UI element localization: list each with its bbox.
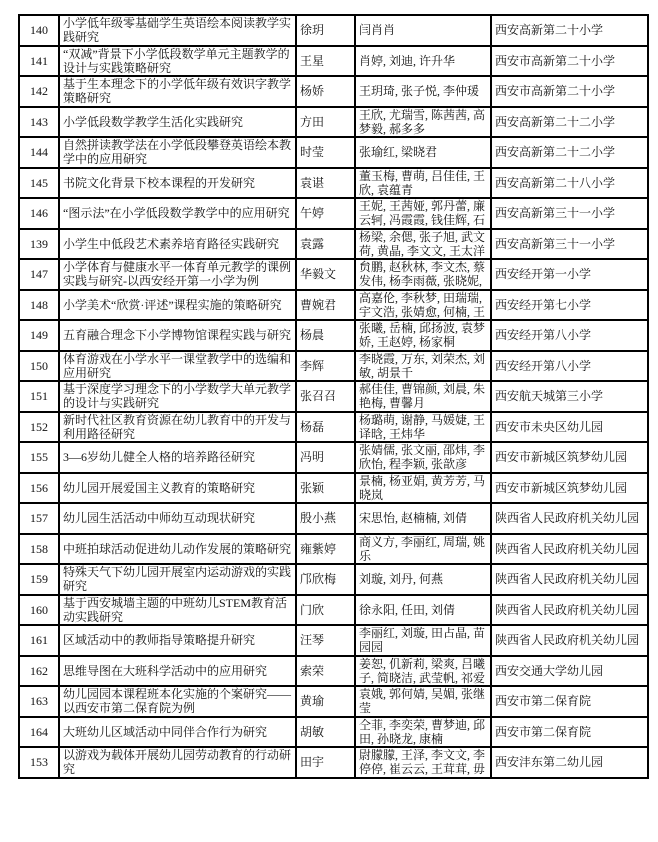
project-title-cell <box>59 15 296 46</box>
project-leader: 方田 <box>300 114 325 129</box>
project-number-cell <box>19 534 59 565</box>
table-row <box>19 656 648 687</box>
table-row <box>19 137 648 168</box>
table-row <box>19 686 648 717</box>
project-leader-cell <box>296 686 355 717</box>
project-number: 139 <box>30 236 48 251</box>
project-school-cell <box>491 381 648 412</box>
project-number: 156 <box>30 480 48 495</box>
project-title: 幼儿园园本课程班本化实施的个案研究——以西安市第二保育院为例 <box>63 687 292 716</box>
project-number-cell <box>19 442 59 473</box>
project-leader-cell <box>296 15 355 46</box>
project-members: 张婧儒, 张文丽, 邵炜, 李欣怡, 程李颖, 张歆彦 <box>359 443 486 472</box>
table-row <box>19 412 648 443</box>
project-school: 西安经开第七小学 <box>495 297 592 312</box>
project-title-cell <box>59 107 296 138</box>
project-school-cell <box>491 76 648 107</box>
project-members-cell <box>355 107 491 138</box>
project-members-cell <box>355 290 491 321</box>
project-members: 董玉梅, 曹萌, 吕佳佳, 王欣, 袁蕴青 <box>359 168 486 197</box>
project-number: 155 <box>30 450 48 465</box>
project-members-cell <box>355 198 491 229</box>
project-title: 体育游戏在小学水平一课堂教学中的选编和应用研究 <box>63 351 292 380</box>
project-title-cell <box>59 229 296 260</box>
project-members-cell <box>355 15 491 46</box>
project-leader-cell <box>296 259 355 290</box>
project-members: 杨梁, 余偲, 张子旭, 武文荷, 黄晶, 李文文, 王太洋 <box>359 229 486 258</box>
project-title: 中班拍球活动促进幼儿动作发展的策略研究 <box>63 541 292 556</box>
project-leader: 胡敏 <box>300 724 325 739</box>
project-leader-cell <box>296 717 355 748</box>
project-leader: 雍紫婷 <box>300 541 337 556</box>
project-school-cell <box>491 198 648 229</box>
project-members-cell <box>355 473 491 504</box>
project-title: 基于西安城墙主题的中班幼儿STEM教育活动实践研究 <box>63 595 288 624</box>
project-leader-cell <box>296 412 355 443</box>
project-school: 西安高新第二十小学 <box>495 23 604 38</box>
project-members: 仝菲, 李奕荣, 曹梦迪, 邱田, 孙晓龙, 康楠 <box>359 717 486 746</box>
table-row <box>19 351 648 382</box>
table-row <box>19 625 648 656</box>
project-title: 小学低年级零基础学生英语绘本阅读教学实践研究 <box>63 16 292 45</box>
project-leader: 汪琴 <box>300 633 325 648</box>
project-title-cell <box>59 717 296 748</box>
project-school: 陕西省人民政府机关幼儿园 <box>495 511 640 526</box>
table-row <box>19 290 648 321</box>
project-leader-cell <box>296 564 355 595</box>
project-leader: 午婷 <box>300 206 325 221</box>
project-number: 162 <box>30 663 48 678</box>
project-leader: 时莹 <box>300 145 325 160</box>
project-leader: 杨晨 <box>300 328 325 343</box>
project-members: 姜恕, 仉新莉, 梁爽, 吕曦子, 简晓洁, 武莹帆, 祁爱 <box>359 656 486 685</box>
project-leader-cell <box>296 381 355 412</box>
project-table <box>18 14 649 779</box>
project-leader: 田宇 <box>300 755 325 770</box>
project-leader-cell <box>296 595 355 626</box>
project-number-cell <box>19 412 59 443</box>
project-number: 150 <box>30 358 48 373</box>
project-title: 3—6岁幼儿健全人格的培养路径研究 <box>63 450 256 465</box>
project-title: 基于生本理念下的小学低年级有效识字教学策略研究 <box>63 77 292 106</box>
table-row <box>19 381 648 412</box>
project-school-cell <box>491 473 648 504</box>
project-number-cell <box>19 747 59 778</box>
table-row <box>19 107 648 138</box>
table-row <box>19 76 648 107</box>
project-school: 西安市高新第二十小学 <box>495 53 616 68</box>
project-leader-cell <box>296 107 355 138</box>
project-school: 西安沣东第二幼儿园 <box>495 755 604 770</box>
project-number-cell <box>19 717 59 748</box>
project-number: 159 <box>30 572 48 587</box>
project-school: 西安市第二保育院 <box>495 724 592 739</box>
project-leader: 张颖 <box>300 480 325 495</box>
project-number-cell <box>19 229 59 260</box>
project-members: 袁娥, 郭何婧, 吴媚, 张继莹 <box>359 687 486 716</box>
project-members: 郝佳佳, 曹锦颜, 刘晨, 朱艳梅, 曹馨月 <box>359 382 486 411</box>
project-number: 164 <box>30 724 48 739</box>
project-number: 151 <box>30 389 48 404</box>
project-number: 157 <box>30 511 48 526</box>
project-title-cell <box>59 351 296 382</box>
project-number: 146 <box>30 206 48 221</box>
project-table-body <box>19 15 648 778</box>
project-title: 区域活动中的教师指导策略提升研究 <box>63 633 256 648</box>
table-row <box>19 259 648 290</box>
project-members-cell <box>355 259 491 290</box>
table-row <box>19 595 648 626</box>
project-members-cell <box>355 442 491 473</box>
project-school-cell <box>491 534 648 565</box>
project-members-cell <box>355 76 491 107</box>
project-leader: 杨磊 <box>300 419 325 434</box>
project-members-cell <box>355 137 491 168</box>
project-school-cell <box>491 625 648 656</box>
project-leader-cell <box>296 76 355 107</box>
project-leader: 门欣 <box>300 602 325 617</box>
project-number: 140 <box>30 23 48 38</box>
project-title: 以游戏为载体开展幼儿园劳动教育的行动研究 <box>63 748 292 777</box>
project-members-cell <box>355 351 491 382</box>
project-school-cell <box>491 320 648 351</box>
project-title-cell <box>59 290 296 321</box>
project-school-cell <box>491 564 648 595</box>
project-school: 西安经开第八小学 <box>495 328 592 343</box>
project-school-cell <box>491 686 648 717</box>
project-title: 基于深度学习理念下的小学数学大单元教学的设计与实践研究 <box>63 382 292 411</box>
project-number-cell <box>19 168 59 199</box>
project-school-cell <box>491 412 648 443</box>
project-number-cell <box>19 290 59 321</box>
project-school: 西安经开第八小学 <box>495 358 592 373</box>
project-number-cell <box>19 107 59 138</box>
project-members-cell <box>355 46 491 77</box>
project-members: 张曦, 岳楠, 邱扬波, 袁梦娇, 王赵婷, 杨家桐 <box>359 321 486 350</box>
project-members: 高嘉伦, 李秋梦, 田瑞瑞, 宇文浩, 张婧愈, 何楠, 王 <box>359 290 486 319</box>
project-school-cell <box>491 747 648 778</box>
project-members: 徐永阳, 任田, 刘倩 <box>359 602 456 617</box>
table-row <box>19 564 648 595</box>
project-title: “图示法”在小学低段数学教学中的应用研究 <box>63 206 290 221</box>
project-title-cell <box>59 412 296 443</box>
project-number: 141 <box>30 53 48 68</box>
table-row <box>19 168 648 199</box>
project-members: 王欣, 尤瑞雪, 陈茜茜, 高梦毅, 郝多多 <box>359 107 486 136</box>
project-number-cell <box>19 198 59 229</box>
project-number: 160 <box>30 602 48 617</box>
project-leader-cell <box>296 229 355 260</box>
project-leader-cell <box>296 625 355 656</box>
project-leader: 华毅文 <box>300 267 337 282</box>
project-title: “双减”背景下小学低段数学单元主题教学的设计与实践策略研究 <box>63 46 290 75</box>
project-title: 特殊天气下幼儿园开展室内运动游戏的实践研究 <box>63 565 292 594</box>
project-title: 新时代社区教育资源在幼儿教育中的开发与利用路径研究 <box>63 412 292 441</box>
project-members: 张瑜红, 梁晓君 <box>359 145 438 160</box>
project-leader: 黄瑜 <box>300 694 325 709</box>
project-members-cell <box>355 534 491 565</box>
table-row <box>19 747 648 778</box>
project-leader-cell <box>296 290 355 321</box>
project-number-cell <box>19 503 59 534</box>
project-school-cell <box>491 656 648 687</box>
project-title-cell <box>59 320 296 351</box>
project-number: 158 <box>30 541 48 556</box>
project-members-cell <box>355 656 491 687</box>
project-school-cell <box>491 259 648 290</box>
project-title-cell <box>59 503 296 534</box>
project-school: 陕西省人民政府机关幼儿园 <box>495 602 640 617</box>
project-school: 西安交通大学幼儿园 <box>495 663 604 678</box>
project-members-cell <box>355 747 491 778</box>
project-title-cell <box>59 656 296 687</box>
project-number: 145 <box>30 175 48 190</box>
project-leader: 袁谌 <box>300 175 325 190</box>
project-title-cell <box>59 137 296 168</box>
project-title: 五育融合理念下小学博物馆课程实践与研究 <box>63 328 292 343</box>
table-row <box>19 320 648 351</box>
project-number-cell <box>19 320 59 351</box>
project-leader: 李辉 <box>300 358 325 373</box>
project-number-cell <box>19 473 59 504</box>
project-title: 小学体育与健康水平一体育单元教学的课例实践与研究-以西安经开第一小学为例 <box>63 260 292 289</box>
project-school: 西安高新第三十一小学 <box>495 206 616 221</box>
project-school: 西安高新第二十八小学 <box>495 175 616 190</box>
project-members: 肖婷, 刘迪, 许升华 <box>359 53 456 68</box>
project-leader-cell <box>296 442 355 473</box>
project-school: 西安市未央区幼儿园 <box>495 419 604 434</box>
project-school: 西安市新城区筑梦幼儿园 <box>495 450 628 465</box>
project-title: 幼儿园开展爱国主义教育的策略研究 <box>63 480 256 495</box>
project-leader: 杨娇 <box>300 84 325 99</box>
project-school: 陕西省人民政府机关幼儿园 <box>495 633 640 648</box>
project-school-cell <box>491 15 648 46</box>
table-row <box>19 717 648 748</box>
project-title-cell <box>59 534 296 565</box>
project-members: 景楠, 杨亚娟, 黄芳芳, 马晓岚 <box>359 473 486 502</box>
table-row <box>19 15 648 46</box>
project-members-cell <box>355 717 491 748</box>
project-title: 大班幼儿区域活动中同伴合作行为研究 <box>63 724 268 739</box>
project-leader-cell <box>296 168 355 199</box>
project-members-cell <box>355 168 491 199</box>
project-school-cell <box>491 351 648 382</box>
project-number-cell <box>19 686 59 717</box>
table-row <box>19 503 648 534</box>
project-title: 书院文化背景下校本课程的开发研究 <box>63 175 256 190</box>
project-members: 王妮, 王茜娅, 郭丹蕾, 廉云轲, 冯霞霞, 钱佳辉, 石 <box>359 199 486 228</box>
project-number: 153 <box>30 755 48 770</box>
project-members: 尉朦朦, 王泽, 李文文, 李停停, 崔云云, 王茸茸, 毋 <box>359 748 486 777</box>
project-members-cell <box>355 564 491 595</box>
project-number-cell <box>19 259 59 290</box>
project-number: 142 <box>30 84 48 99</box>
project-title: 小学美术“欣赏·评述”课程实施的策略研究 <box>63 297 282 312</box>
project-members: 闫肖肖 <box>359 23 396 38</box>
project-title-cell <box>59 442 296 473</box>
project-school: 陕西省人民政府机关幼儿园 <box>495 572 640 587</box>
project-number: 144 <box>30 145 48 160</box>
project-members-cell <box>355 503 491 534</box>
project-members: 宋思怡, 赵楠楠, 刘倩 <box>359 511 468 526</box>
project-title: 思维导图在大班科学活动中的应用研究 <box>63 663 268 678</box>
project-members-cell <box>355 686 491 717</box>
project-school-cell <box>491 46 648 77</box>
project-title-cell <box>59 686 296 717</box>
project-members: 李丽红, 刘璇, 田占晶, 苗园园 <box>359 626 486 655</box>
project-number-cell <box>19 351 59 382</box>
project-leader-cell <box>296 534 355 565</box>
project-school-cell <box>491 595 648 626</box>
project-school: 西安市新城区筑梦幼儿园 <box>495 480 628 495</box>
project-leader: 邝欣梅 <box>300 572 337 587</box>
project-leader: 曹婉君 <box>300 297 337 312</box>
project-number: 161 <box>30 633 48 648</box>
project-school-cell <box>491 107 648 138</box>
project-number-cell <box>19 656 59 687</box>
project-leader-cell <box>296 320 355 351</box>
project-number: 149 <box>30 328 48 343</box>
project-members-cell <box>355 625 491 656</box>
project-number-cell <box>19 137 59 168</box>
project-number-cell <box>19 381 59 412</box>
project-members: 刘璇, 刘丹, 何燕 <box>359 572 444 587</box>
project-number: 152 <box>30 419 48 434</box>
project-school-cell <box>491 137 648 168</box>
project-number-cell <box>19 76 59 107</box>
project-leader: 殷小燕 <box>300 511 337 526</box>
project-title-cell <box>59 747 296 778</box>
project-members: 李晓霞, 万东, 刘荣杰, 刘敏, 胡景千 <box>359 351 486 380</box>
project-school: 陕西省人民政府机关幼儿园 <box>495 541 640 556</box>
project-school: 西安航天城第三小学 <box>495 389 604 404</box>
project-school-cell <box>491 442 648 473</box>
project-leader-cell <box>296 46 355 77</box>
project-title-cell <box>59 168 296 199</box>
project-leader-cell <box>296 351 355 382</box>
project-leader: 王星 <box>300 53 325 68</box>
project-number: 147 <box>30 267 48 282</box>
project-number: 163 <box>30 694 48 709</box>
table-row <box>19 198 648 229</box>
project-school-cell <box>491 503 648 534</box>
table-row <box>19 46 648 77</box>
project-number-cell <box>19 46 59 77</box>
project-number-cell <box>19 595 59 626</box>
project-members-cell <box>355 412 491 443</box>
project-school: 西安市第二保育院 <box>495 694 592 709</box>
project-title-cell <box>59 595 296 626</box>
table-row <box>19 442 648 473</box>
project-school-cell <box>491 717 648 748</box>
project-members: 贠鹏, 赵秋林, 李文杰, 蔡发伟, 杨李雨薇, 张晓妮, <box>359 260 486 289</box>
table-row <box>19 229 648 260</box>
project-leader-cell <box>296 473 355 504</box>
project-title: 小学生中低段艺术素养培育路径实践研究 <box>63 236 280 251</box>
table-row <box>19 534 648 565</box>
project-members: 王玥琦, 张子悦, 李仲瑗 <box>359 84 480 99</box>
project-title-cell <box>59 46 296 77</box>
project-school: 西安经开第一小学 <box>495 267 592 282</box>
project-title-cell <box>59 564 296 595</box>
project-leader-cell <box>296 747 355 778</box>
project-members-cell <box>355 381 491 412</box>
project-number-cell <box>19 15 59 46</box>
project-title-cell <box>59 381 296 412</box>
project-leader: 徐玥 <box>300 23 325 38</box>
project-number: 148 <box>30 297 48 312</box>
project-school-cell <box>491 168 648 199</box>
project-school: 西安高新第二十二小学 <box>495 114 616 129</box>
project-leader-cell <box>296 503 355 534</box>
project-leader-cell <box>296 656 355 687</box>
project-school-cell <box>491 229 648 260</box>
project-title-cell <box>59 76 296 107</box>
project-members: 商义方, 李丽红, 周瑞, 姚乐 <box>359 534 486 563</box>
project-school: 西安市高新第二十小学 <box>495 84 616 99</box>
project-members-cell <box>355 595 491 626</box>
project-number-cell <box>19 564 59 595</box>
project-members-cell <box>355 320 491 351</box>
project-school: 西安高新第二十二小学 <box>495 145 616 160</box>
project-members: 杨璐萌, 谢静, 马媛婕, 王译晗, 王炜华 <box>359 412 486 441</box>
project-leader: 冯明 <box>300 450 325 465</box>
project-number-cell <box>19 625 59 656</box>
table-row <box>19 473 648 504</box>
project-title-cell <box>59 473 296 504</box>
project-leader: 索荣 <box>300 663 325 678</box>
project-leader-cell <box>296 198 355 229</box>
project-title: 小学低段数学教学生活化实践研究 <box>63 114 244 129</box>
project-title: 自然拼读教学法在小学低段攀登英语绘本教学中的应用研究 <box>63 138 292 167</box>
project-leader-cell <box>296 137 355 168</box>
project-title-cell <box>59 198 296 229</box>
project-title: 幼儿园生活活动中师幼互动现状研究 <box>63 511 256 526</box>
project-title-cell <box>59 625 296 656</box>
project-leader: 张召召 <box>300 389 337 404</box>
project-leader: 袁露 <box>300 236 325 251</box>
project-number: 143 <box>30 114 48 129</box>
project-school: 西安高新第三十一小学 <box>495 236 616 251</box>
project-members-cell <box>355 229 491 260</box>
project-title-cell <box>59 259 296 290</box>
project-school-cell <box>491 290 648 321</box>
